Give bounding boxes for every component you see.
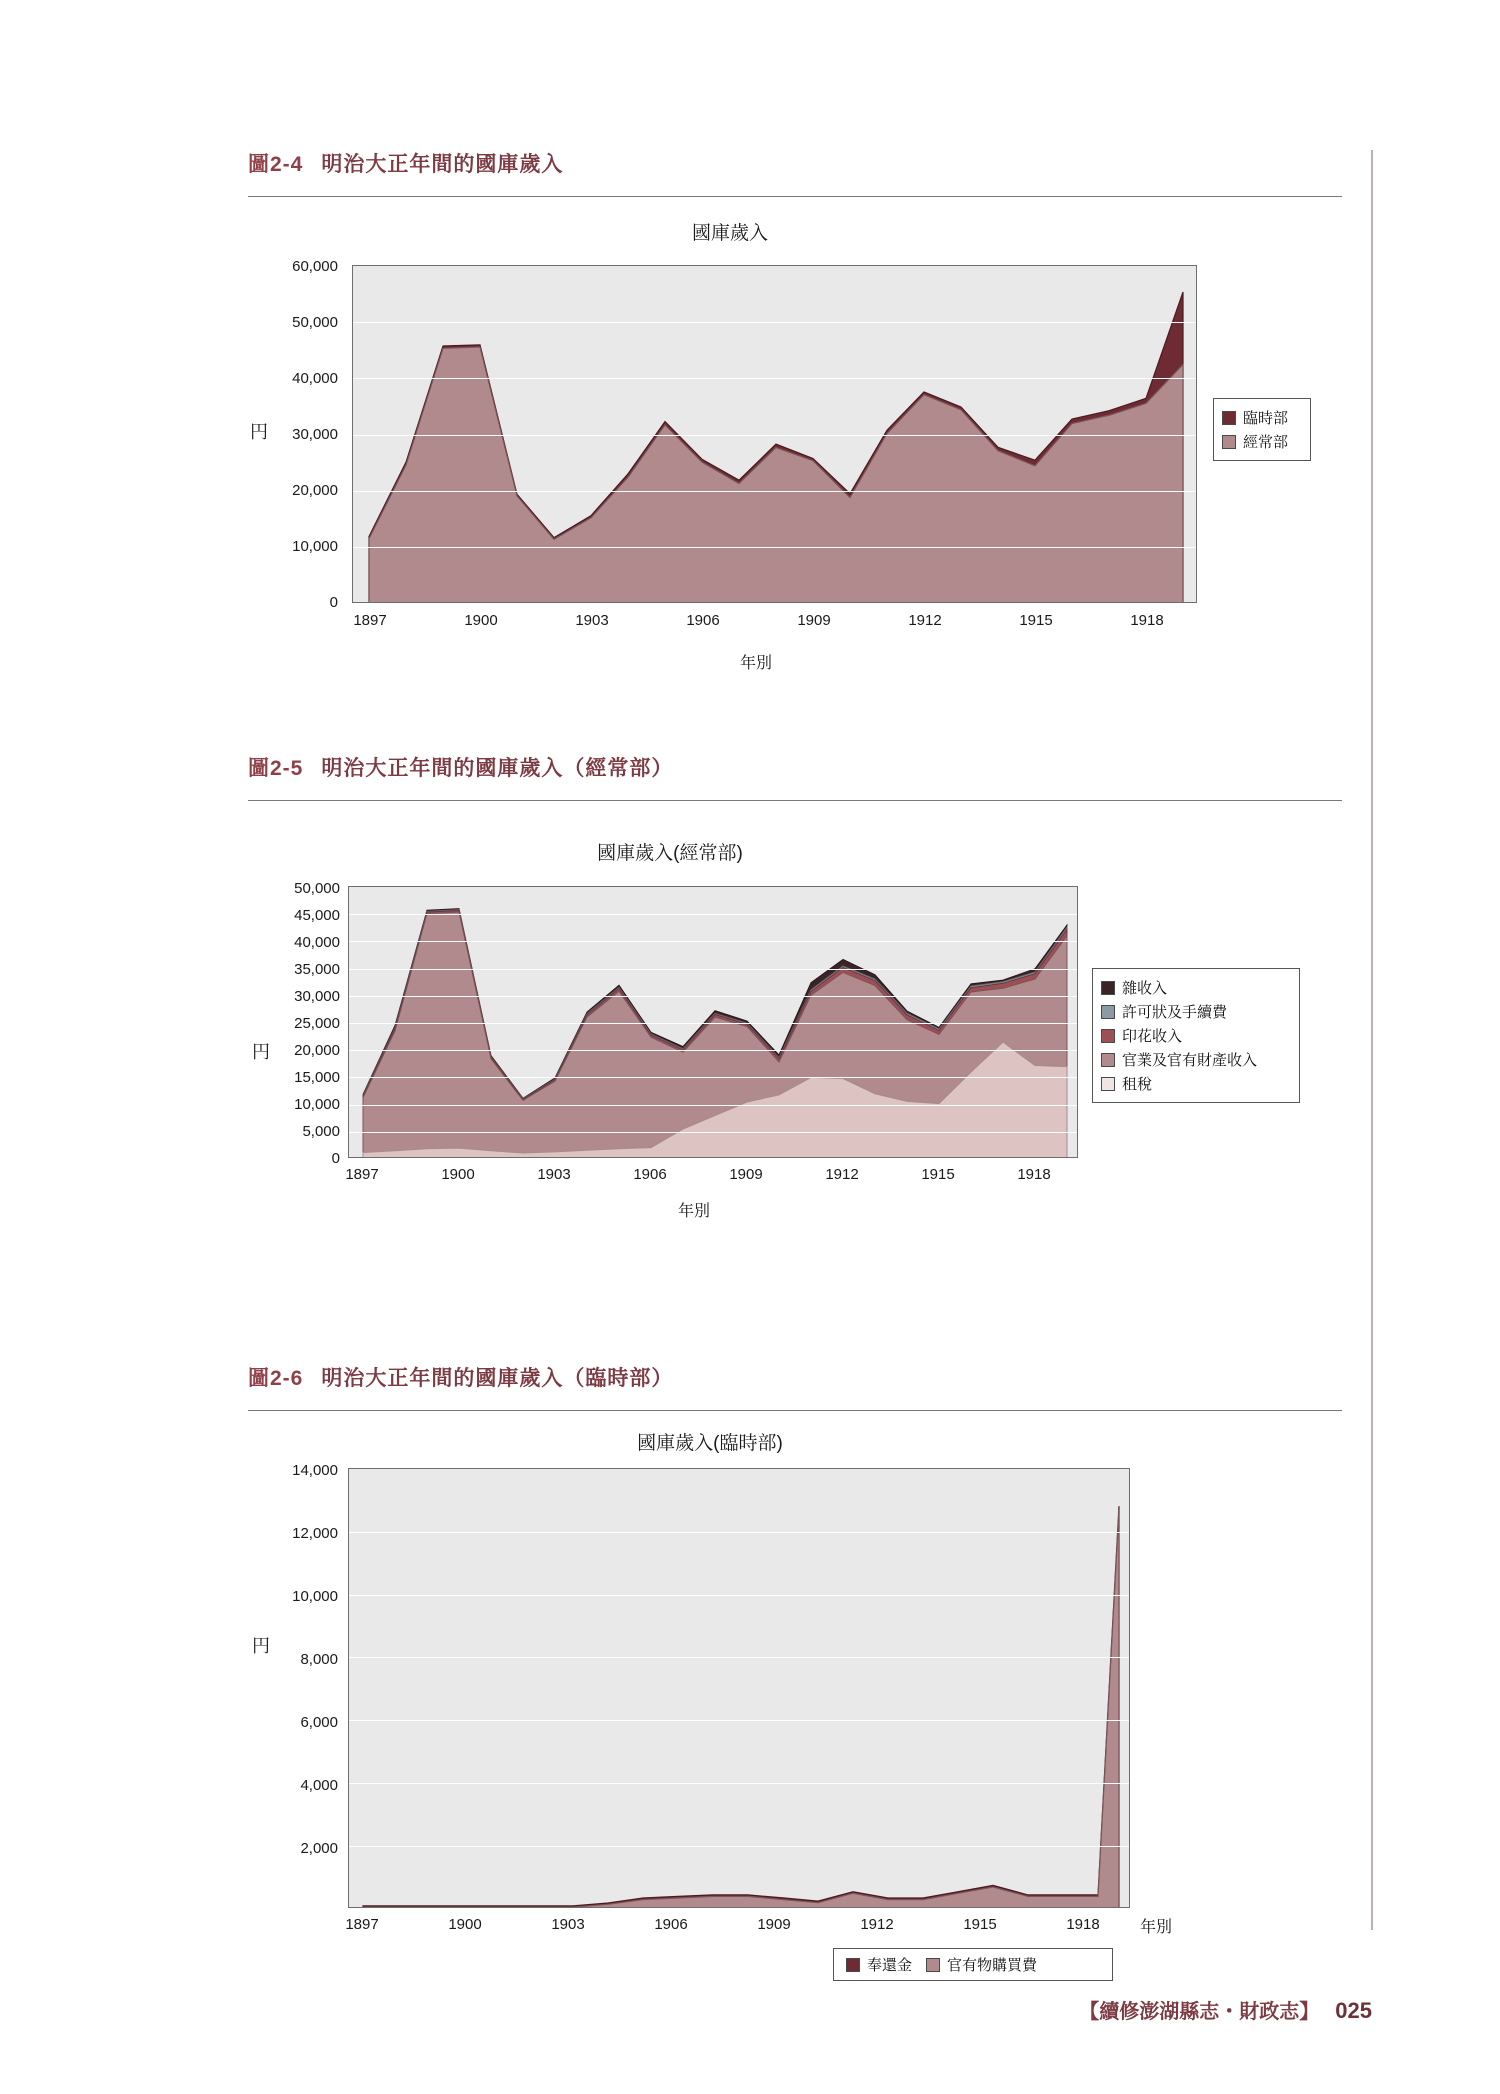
legend-swatch-icon: [846, 1958, 860, 1972]
legend-item-2-3: [1101, 1049, 1291, 1070]
x-tick-3-1903: 1903: [551, 1916, 585, 1933]
x-tick-1-1912: 1912: [908, 612, 942, 629]
legend-item-2-1: [1101, 1001, 1291, 1022]
y-tick-2-10000: 10,000: [294, 1096, 340, 1113]
figure-heading-2-4: [248, 148, 563, 178]
y-tick-2-40000: 40,000: [294, 934, 340, 951]
legend-item-2-4: [1101, 1073, 1291, 1094]
chart-title-3: 國庫歲入(臨時部): [637, 1433, 783, 1454]
x-tick-1-1900: 1900: [464, 612, 498, 629]
legend-swatch-icon: [1101, 1053, 1115, 1067]
x-tick-3-1918: 1918: [1066, 1916, 1100, 1933]
y-tick-1-10000: 10,000: [292, 538, 338, 555]
x-tick-3-1897: 1897: [345, 1916, 379, 1933]
x-tick-3-1900: 1900: [448, 1916, 482, 1933]
legend-2: [1092, 968, 1300, 1103]
legend-swatch-icon: [1101, 1005, 1115, 1019]
legend-swatch-icon: [1101, 981, 1115, 995]
legend-label: 官業及官有財產收入: [1122, 1052, 1258, 1069]
y-tick-3-6000: 6,000: [300, 1714, 338, 1731]
y-tick-2-25000: 25,000: [294, 1015, 340, 1032]
chart-3-areas: [349, 1469, 1130, 1908]
x-tick-2-1918: 1918: [1017, 1166, 1051, 1183]
legend-label: 官有物購買費: [947, 1957, 1038, 1974]
legend-label: 印花收入: [1122, 1028, 1183, 1045]
y-tick-1-30000: 30,000: [292, 426, 338, 443]
legend-item-3-1: [926, 1954, 1037, 1975]
figure-heading-2-6: [248, 1362, 673, 1392]
legend-label: 雜收入: [1122, 980, 1168, 997]
y-tick-1-40000: 40,000: [292, 370, 338, 387]
book-title: 【續修澎湖縣志・財政志】: [1079, 2001, 1320, 2023]
x-tick-1-1906: 1906: [686, 612, 720, 629]
legend-label: 臨時部: [1243, 410, 1289, 427]
legend-3: [833, 1948, 1113, 1981]
figure-rule-2-6: [248, 1410, 1342, 1411]
y-tick-1-0: 0: [329, 594, 338, 611]
legend-item-1-1: [1222, 431, 1302, 452]
y-tick-3-12000: 12,000: [292, 1525, 338, 1542]
y-axis-label-2: 円: [252, 1042, 270, 1062]
y-tick-3-2000: 2,000: [300, 1840, 338, 1857]
x-tick-1-1909: 1909: [797, 612, 831, 629]
y-tick-2-0: 0: [331, 1150, 340, 1167]
legend-item-3-0: [846, 1954, 912, 1975]
legend-item-2-2: [1101, 1025, 1291, 1046]
y-tick-2-50000: 50,000: [294, 880, 340, 897]
legend-swatch-icon: [1222, 411, 1236, 425]
figure-title: 明治大正年間的國庫歲入（經常部）: [321, 757, 674, 780]
x-tick-2-1909: 1909: [729, 1166, 763, 1183]
y-tick-1-20000: 20,000: [292, 482, 338, 499]
y-tick-3-4000: 4,000: [300, 1777, 338, 1794]
plot-area-3: [348, 1468, 1130, 1908]
legend-swatch-icon: [1101, 1077, 1115, 1091]
x-tick-2-1900: 1900: [441, 1166, 475, 1183]
y-axis-label-1: 円: [250, 422, 268, 442]
x-axis-label-3: 年別: [1140, 1919, 1173, 1936]
y-axis-label-3: 円: [252, 1636, 270, 1656]
plot-area-1: [352, 265, 1197, 603]
chart-title-1: 國庫歲入: [691, 223, 768, 244]
legend-item-1-0: [1222, 407, 1302, 428]
legend-label: 奉還金: [867, 1957, 913, 1974]
y-tick-3-14000: 14,000: [292, 1462, 338, 1479]
legend-swatch-icon: [1222, 435, 1236, 449]
figure-rule-2-5: [248, 800, 1342, 801]
x-tick-3-1912: 1912: [860, 1916, 894, 1933]
page-vertical-rule: [1371, 150, 1373, 1930]
legend-label: 租稅: [1122, 1076, 1153, 1093]
x-tick-1-1897: 1897: [353, 612, 387, 629]
figure-rule-2-4: [248, 196, 1342, 197]
x-tick-3-1915: 1915: [963, 1916, 997, 1933]
y-tick-1-50000: 50,000: [292, 314, 338, 331]
x-axis-label-1: 年別: [740, 655, 773, 672]
chart-title-2: 國庫歲入(經常部): [597, 843, 743, 864]
x-tick-1-1915: 1915: [1019, 612, 1053, 629]
y-tick-2-20000: 20,000: [294, 1042, 340, 1059]
figure-number: 圖2-4: [248, 153, 304, 176]
y-tick-2-30000: 30,000: [294, 988, 340, 1005]
x-tick-1-1903: 1903: [575, 612, 609, 629]
plot-area-2: [348, 886, 1078, 1158]
y-tick-3-10000: 10,000: [292, 1588, 338, 1605]
legend-label: 許可狀及手續費: [1122, 1004, 1228, 1021]
x-axis-label-2: 年別: [678, 1203, 711, 1220]
y-tick-2-15000: 15,000: [294, 1069, 340, 1086]
x-tick-1-1918: 1918: [1130, 612, 1164, 629]
x-tick-2-1912: 1912: [825, 1166, 859, 1183]
figure-number: 圖2-5: [248, 757, 304, 780]
y-tick-1-60000: 60,000: [292, 258, 338, 275]
y-tick-2-35000: 35,000: [294, 961, 340, 978]
x-tick-3-1906: 1906: [654, 1916, 688, 1933]
x-tick-3-1909: 1909: [757, 1916, 791, 1933]
figure-title: 明治大正年間的國庫歲入（臨時部）: [321, 1367, 674, 1390]
y-tick-2-5000: 5,000: [302, 1123, 340, 1140]
page-number: 025: [1335, 1998, 1372, 2023]
y-tick-2-45000: 45,000: [294, 907, 340, 924]
figure-title: 明治大正年間的國庫歲入: [321, 153, 564, 176]
legend-item-2-0: [1101, 977, 1291, 998]
x-tick-2-1897: 1897: [345, 1166, 379, 1183]
figure-number: 圖2-6: [248, 1367, 304, 1390]
x-tick-2-1906: 1906: [633, 1166, 667, 1183]
page-footer: [1079, 1995, 1372, 2024]
x-tick-2-1903: 1903: [537, 1166, 571, 1183]
legend-swatch-icon: [926, 1958, 940, 1972]
y-tick-3-8000: 8,000: [300, 1651, 338, 1668]
legend-1: [1213, 398, 1311, 461]
figure-heading-2-5: [248, 752, 673, 782]
legend-swatch-icon: [1101, 1029, 1115, 1043]
x-tick-2-1915: 1915: [921, 1166, 955, 1183]
legend-label: 經常部: [1243, 434, 1289, 451]
